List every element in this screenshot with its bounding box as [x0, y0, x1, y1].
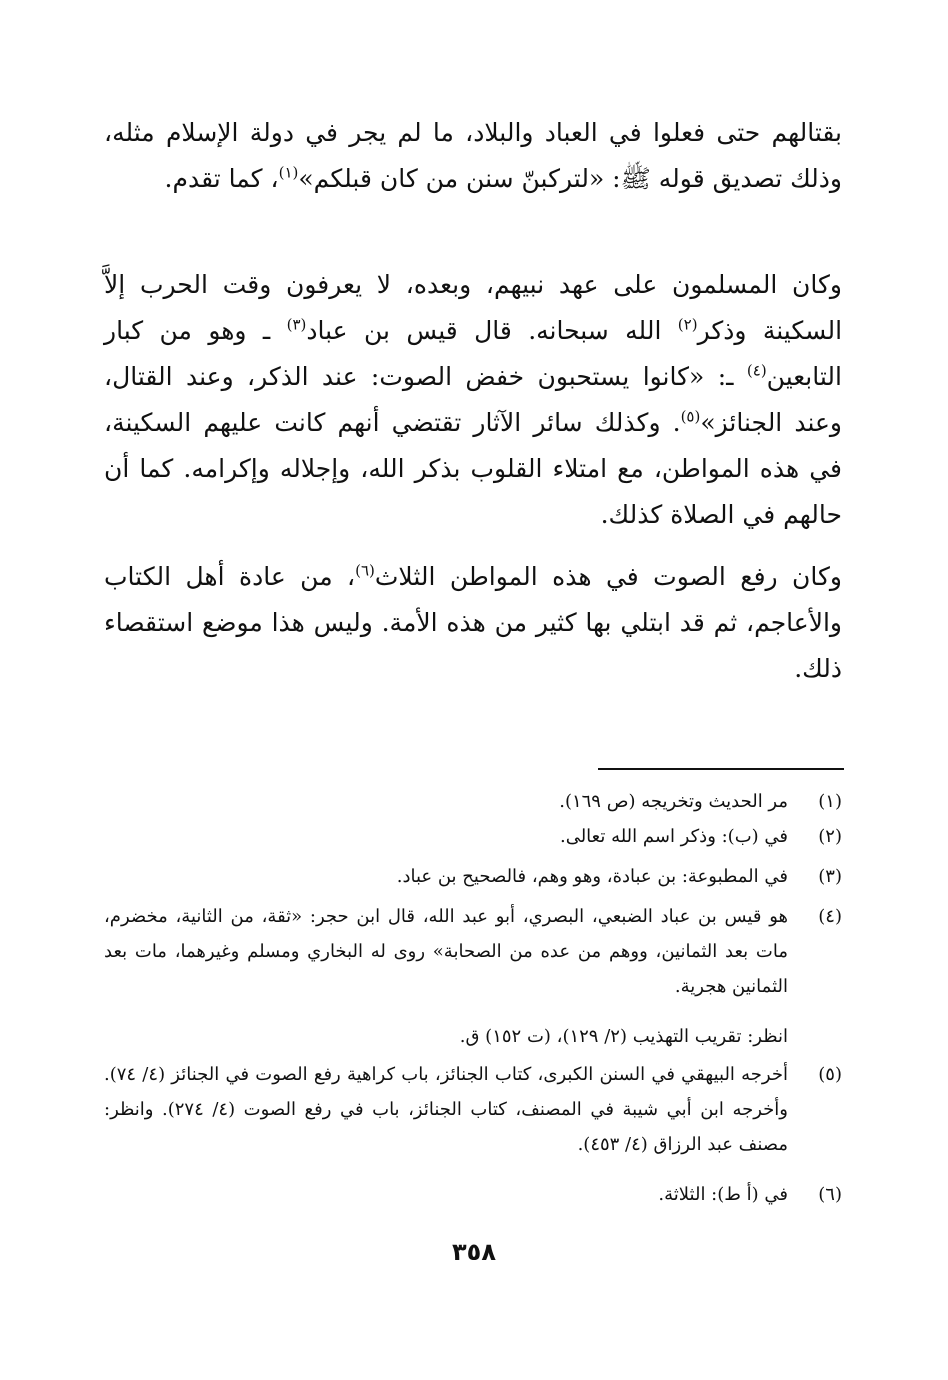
footnote-1-number: (١): [818, 791, 842, 812]
paragraph-3-text-a: وكان رفع الصوت في هذه المواطن الثلاث: [374, 562, 842, 591]
footnote-2: [104, 819, 842, 854]
page-number: ٣٥٨: [452, 1238, 496, 1266]
footnote-5-text: أخرجه البيهقي في السنن الكبرى، كتاب الجنائز، باب كراهية رفع الصوت في الجنائز (٤/ ٧٤). وأخرجه ابن أبي شيبة في المصنف، كتاب الجنائز، باب في رفع الصوت (٤/ ٢٧٤). وانظر: مصنف عبد الرزاق (٤/ ٤٥٣).: [104, 1064, 788, 1155]
footnote-5-number: (٥): [818, 1064, 842, 1085]
footnote-3-text: في المطبوعة: بن عبادة، وهو وهم، فالصحيح بن عباد.: [396, 866, 788, 887]
footnote-2-number: (٢): [818, 826, 842, 847]
paragraph-2-text-a: وكان المسلمون على عهد نبيهم، وبعده، لا يعرفون وقت الحرب إلاَّ السكينة وذكر: [104, 270, 843, 345]
footnote-4-continuation: [104, 1019, 842, 1054]
footnote-4-number: (٤): [818, 906, 842, 927]
footnote-ref-6: (٦): [355, 561, 375, 580]
paragraph-3: [104, 554, 842, 692]
footnote-ref-3: (٣): [286, 315, 307, 334]
footnote-ref-5: (٥): [680, 407, 701, 426]
paragraph-1-text: بقتالهم حتى فعلوا في العباد والبلاد، ما لم يجر في دولة الإسلام مثله، وذلك تصديق قوله ﷺ: «لتركبنّ سنن من كان قبلكم»: [104, 118, 842, 193]
footnote-6-text: في (أ ط): الثلاثة.: [658, 1184, 788, 1205]
footnote-3: [104, 859, 842, 894]
paragraph-1-text-end: ، كما تقدم.: [164, 164, 279, 193]
footnote-separator: [598, 768, 844, 770]
footnote-4-reference: انظر: تقريب التهذيب (٢/ ١٢٩)، (ت ١٥٢) ق.: [459, 1026, 788, 1047]
footnote-1-text: مر الحديث وتخريجه (ص ١٦٩).: [559, 791, 788, 812]
footnote-3-number: (٣): [818, 866, 842, 887]
paragraph-2-text-b: الله سبحانه. قال قيس بن عباد: [306, 316, 678, 345]
paragraph-1: [104, 110, 842, 202]
footnote-6-number: (٦): [818, 1184, 842, 1205]
footnote-6: [104, 1177, 842, 1212]
footnote-4: [104, 899, 842, 1004]
footnote-ref-2: (٢): [677, 315, 698, 334]
footnote-5: [104, 1057, 842, 1162]
paragraph-2-text-c: ـ وهو من كبار التابعين: [104, 316, 842, 391]
paragraph-3-text-b: ، من عادة أهل الكتاب والأعاجم، ثم قد ابتلي بها كثير من هذه الأمة. وليس هذا موضع استقصاء ذلك.: [104, 562, 842, 683]
footnote-4-text: هو قيس بن عباد الضبعي، البصري، أبو عبد الله، قال ابن حجر: «ثقة، من الثانية، مخضرم، مات بعد الثمانين، ووهم من عده من الصحابة» روى له البخاري ومسلم وغيرهما، مات بعد الثمانين هجرية.: [104, 906, 788, 997]
paragraph-2: [104, 262, 842, 538]
footnote-ref-4: (٤): [746, 361, 767, 380]
footnote-2-text: في (ب): وذكر اسم الله تعالى.: [559, 826, 788, 847]
footnote-1: [104, 784, 842, 819]
paragraph-2-text-d: ـ: «كانوا يستحبون خفض الصوت: عند الذكر، وعند القتال، وعند الجنائز»: [104, 362, 843, 437]
paragraph-2-text-e: . وكذلك سائر الآثار تقتضي أنهم كانت عليهم السكينة، في هذه المواطن، مع امتلاء القلوب بذكر الله، وإجلاله وإكرامه. كما أن حالهم في الصلاة كذلك.: [104, 408, 842, 529]
footnote-ref-1: (١): [278, 163, 299, 182]
